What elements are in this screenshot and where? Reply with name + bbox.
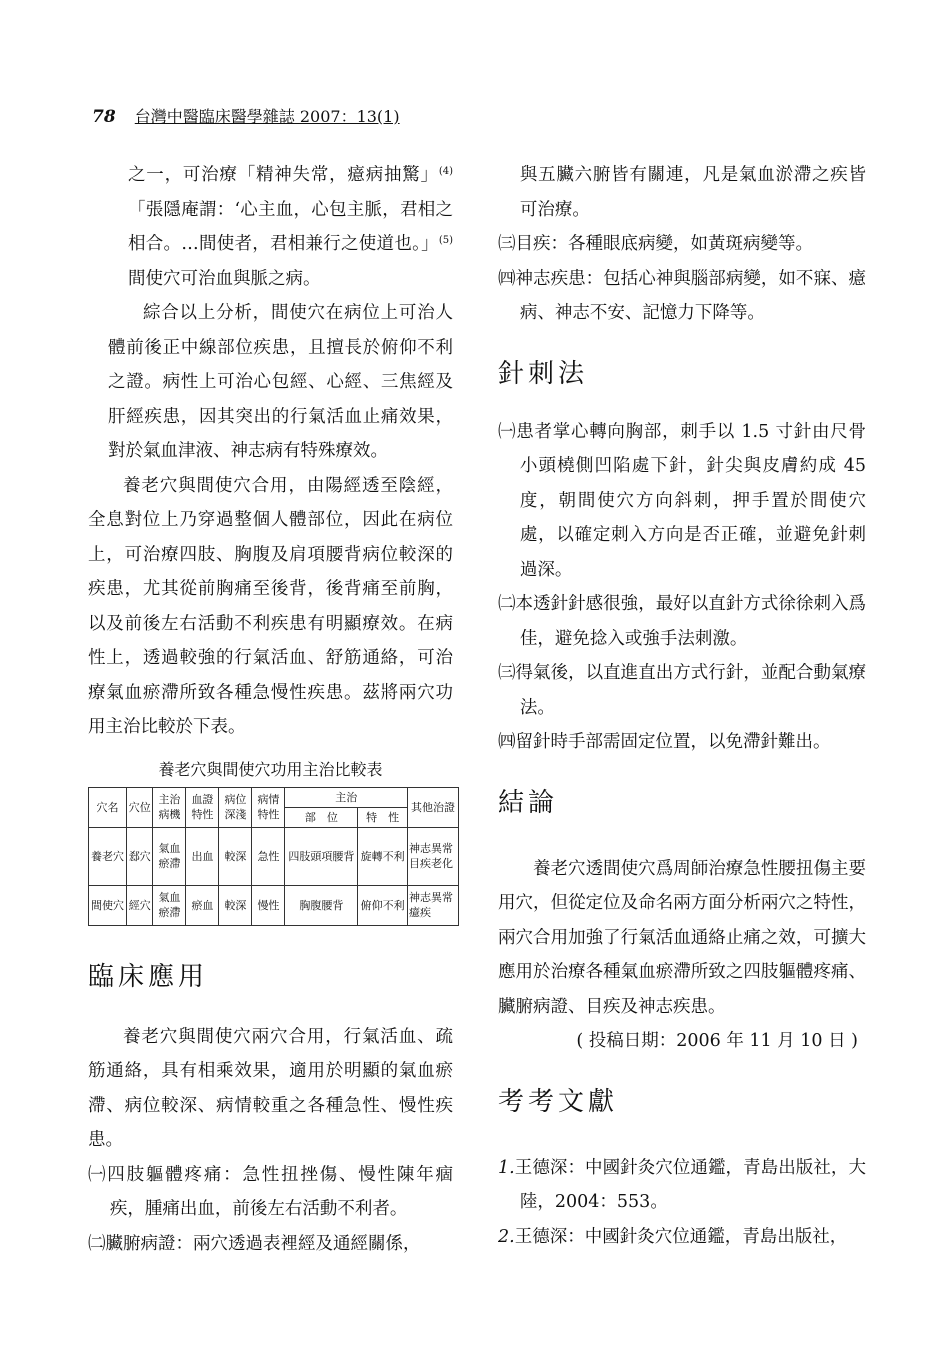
col-header: 部 位	[285, 807, 358, 827]
reference-item	[498, 1220, 866, 1255]
citation: (4)	[438, 166, 453, 177]
table-cell: 經穴	[127, 885, 153, 925]
table-cell: 急性	[252, 827, 285, 885]
col-header: 病情特性	[252, 787, 285, 827]
table-cell: 郄穴	[127, 827, 153, 885]
left-column	[88, 158, 453, 1261]
list-item: ㈢得氣後，以直進直出方式行針，並配合動氣療法。	[498, 663, 866, 718]
list-item: ㈠四肢軀體疼痛：急性扭挫傷、慢性陳年痼疾，腫痛出血，前後左右活動不利者。	[88, 1164, 453, 1219]
list-item: ㈣留針時手部需固定位置，以免滯針難出。	[498, 732, 831, 752]
reference-number: 1.	[498, 1157, 515, 1178]
table-cell: 俯仰不利	[358, 885, 408, 925]
paragraph-4: 養老穴與間使穴兩穴合用，行氣活血、疏筋通絡，具有相乘效果，適用於明顯的氣血瘀滯、病位較深、病情較重之各種急性、慢性疾患。	[88, 1026, 453, 1150]
list-item-continuation: 與五臟六腑皆有關連，凡是氣血淤滯之疾皆可治療。	[519, 165, 866, 220]
table-row	[89, 885, 459, 925]
paragraph-1	[88, 158, 453, 296]
table-cell: 瘀血	[186, 885, 219, 925]
right-column	[498, 158, 866, 1254]
table-cell: 氣血瘀滯	[153, 827, 186, 885]
section-heading-references: 考考文獻	[498, 1086, 619, 1117]
table-cell: 旋轉不利	[358, 827, 408, 885]
paragraph-3: 養老穴與間使穴合用，由陽經透至陰經，全息對位上乃穿過整個人體部位，因此在病位上，可治療四肢、胸腹及肩項腰背病位較深的疾患，尤其從前胸痛至後背，後背痛至前胸，以及前後左右活動不利疾患有明顯療效。在病性上，透過較強的行氣活血、舒筋通絡，可治療氣血瘀滯所致各種急慢性疾患。茲將兩穴功用主治比較於下表。	[88, 475, 453, 737]
table-cell: 胸腹腰背	[285, 885, 358, 925]
running-header	[92, 104, 400, 127]
col-header: 其他治證	[408, 787, 459, 827]
table-cell: 神志異常目疾老化	[408, 827, 459, 885]
col-header: 特 性	[358, 807, 408, 827]
table-cell: 慢性	[252, 885, 285, 925]
table-cell: 間使穴	[89, 885, 127, 925]
col-header: 穴名	[89, 787, 127, 827]
list-item: ㈡本透針針感很強，最好以直針方式徐徐刺入爲佳，避免捻入或強手法刺激。	[498, 594, 866, 649]
table-cell: 出血	[186, 827, 219, 885]
list-item: ㈢目疾：各種眼底病變，如黃斑病變等。	[498, 234, 813, 254]
table-cell: 神志異常癔疾	[408, 885, 459, 925]
reference-text: 王德深：中國針灸穴位通鑑，青島出版社，	[514, 1226, 848, 1247]
table-cell: 較深	[219, 827, 252, 885]
submission-date: ( 投稿日期：2006 年 11 月 10 日 )	[576, 1031, 858, 1051]
page-number: 78	[92, 107, 116, 127]
section-heading-clinical: 臨床應用	[88, 961, 209, 992]
section-heading-needling: 針刺法	[498, 358, 589, 389]
reference-list	[498, 1151, 866, 1255]
conclusion-paragraph: 養老穴透間使穴爲周師治療急性腰扭傷主要用穴，但從定位及命名兩方面分析兩穴之特性，兩穴合用加強了行氣活血通絡止痛之效，可擴大應用於治療各種氣血瘀滯所致之四肢軀體疼痛、臟腑病證、目疾及神志疾患。	[498, 858, 866, 1017]
citation: (5)	[438, 235, 453, 246]
text: 「張隱庵謂：‘心主血，心包主脈，君相之相合。…間使者，君相兼行之使道也。」	[128, 199, 453, 254]
col-header: 主治	[285, 787, 408, 807]
col-header: 主治病機	[153, 787, 186, 827]
section-heading-conclusion: 結論	[498, 787, 559, 818]
comparison-table	[88, 787, 459, 926]
col-header: 病位深淺	[219, 787, 252, 827]
reference-item	[498, 1151, 866, 1220]
reference-number: 2.	[498, 1226, 515, 1247]
table-row	[89, 827, 459, 885]
paragraph-2: 綜合以上分析，間使穴在病位上可治人體前後正中線部位疾患，且擅長於俯仰不利之證。病性上可治心包經、心經、三焦經及肝經疾患，因其突出的行氣活血止痛效果，對於氣血津液、神志病有特殊療效。	[108, 303, 453, 461]
table-cell: 四肢頭項腰背	[285, 827, 358, 885]
journal-title: 台灣中醫臨床醫學雜誌 2007：13(1)	[134, 107, 400, 126]
table-cell: 養老穴	[89, 827, 127, 885]
reference-text: 王德深：中國針灸穴位通鑑，青島出版社，大陸，2004：553。	[514, 1157, 866, 1212]
list-item: ㈡臟腑病證：兩穴透過表裡經及通經關係，	[88, 1233, 421, 1254]
col-header: 穴位	[127, 787, 153, 827]
text: 間使穴可治血與脈之病。	[128, 268, 321, 289]
col-header: 血證特性	[186, 787, 219, 827]
table-cell: 氣血瘀滯	[153, 885, 186, 925]
table-caption: 養老穴與間使穴功用主治比較表	[158, 759, 383, 779]
list-item: ㈠患者掌心轉向胸部，刺手以 1.5 寸針由尺骨小頭橈側凹陷處下針，針尖與皮膚約成 45 度，朝間使穴方向斜刺，押手置於間使穴處，以確定刺入方向是否正確，並避免針刺過深。	[498, 421, 866, 580]
table-cell: 較深	[219, 885, 252, 925]
list-item: ㈣神志疾患：包括心神與腦部病變，如不寐、癔病、神志不安、記憶力下降等。	[498, 268, 866, 323]
text: 之一，可治療「精神失常，癔病抽驚」	[128, 165, 439, 185]
